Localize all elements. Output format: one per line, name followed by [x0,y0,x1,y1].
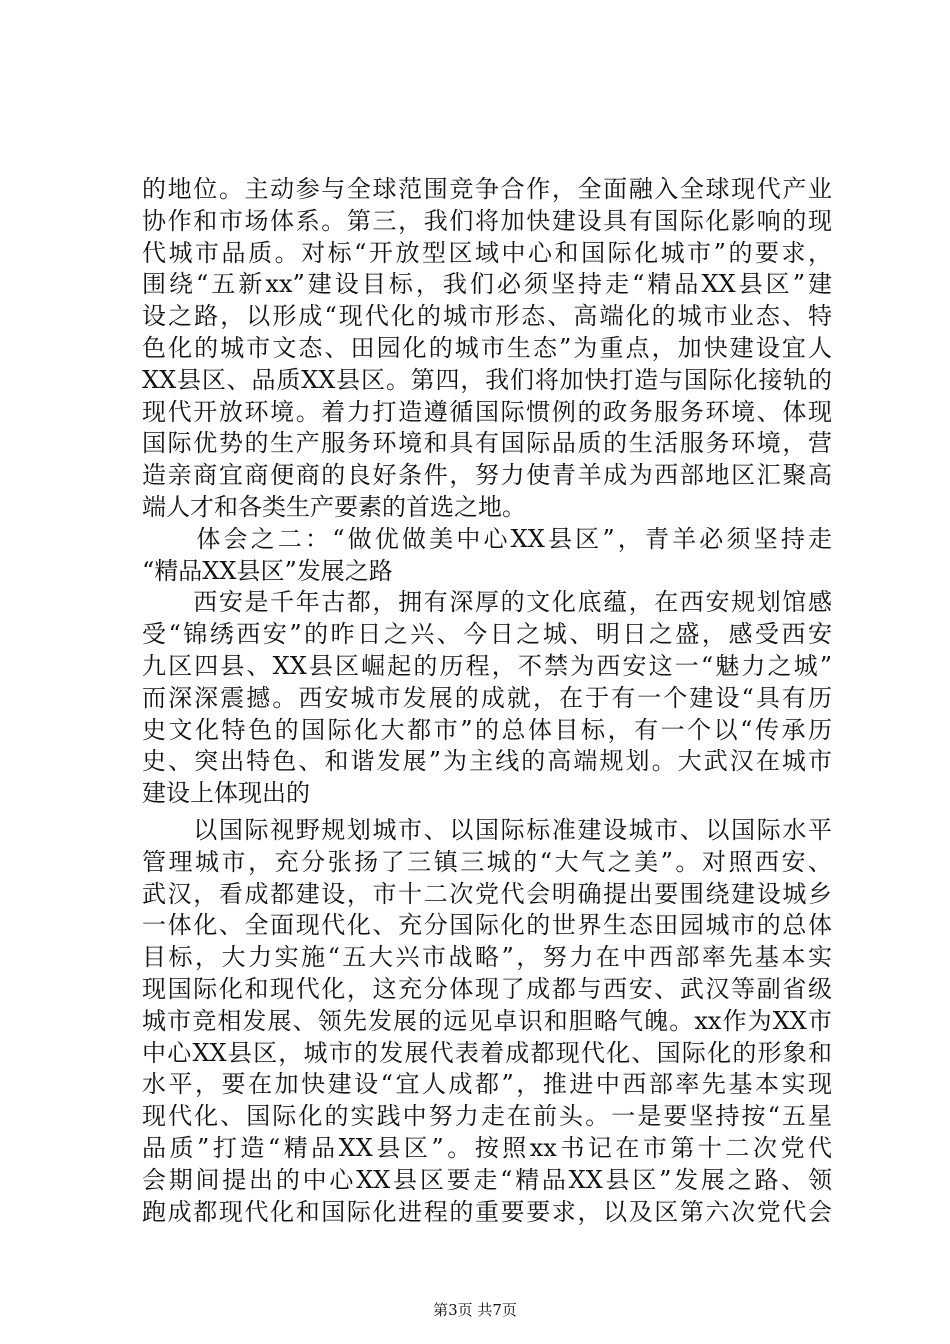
text-line: 受“锦绣西安”的昨日之兴、今日之城、明日之盛，感受西安 [142,620,832,649]
text-line: 协作和市场体系。第三，我们将加快建设具有国际化影响的现 [142,206,832,235]
text-line: 管理城市，充分张扬了三镇三城的“大气之美”。对照西安、 [142,847,832,876]
text-line: 一体化、全面现代化、充分国际化的世界生态田园城市的总体 [142,911,832,940]
text-line: 现代化、国际化的实践中努力走在前头。一是要坚持按“五星 [142,1102,832,1131]
text-line: 武汉，看成都建设，市十二次党代会明确提出要围绕建设城乡 [142,879,832,908]
text-line: 现国际化和现代化，这充分体现了成都与西安、武汉等副省级 [142,974,832,1003]
text-line: XX县区、品质XX县区。第四，我们将加快打造与国际化接轨的 [142,365,832,394]
text-line: 端人才和各类生产要素的首选之地。 [142,492,526,521]
text-line: 的地位。主动参与全球范围竞争合作，全面融入全球现代产业 [142,175,832,203]
text-line: 史、突出特色、和谐发展”为主线的高端规划。大武汉在城市 [142,747,832,776]
text-line: 体会之二：“做优做美中心XX县区”，青羊必须坚持走 [142,524,832,553]
text-line: 品质”打造“精品XX县区”。按照xx书记在市第十二次党代 [142,1133,832,1162]
text-line: 西安是千年古都，拥有深厚的文化底蕴，在西安规划馆感 [142,588,832,617]
text-line: 现代开放环境。着力打造遵循国际惯例的政务服务环境、体现 [142,397,832,426]
text-line: 设之路，以形成“现代化的城市形态、高端化的城市业态、特 [142,302,832,331]
text-line: 跑成都现代化和国际化进程的重要要求，以及区第六次党代会 [142,1197,832,1226]
document-body [142,174,832,1228]
text-line: 色化的城市文态、田园化的城市生态”为重点，加快建设宜人 [142,333,832,362]
text-line: 而深深震撼。西安城市发展的成就，在于有一个建设“具有历 [142,683,832,712]
text-line: 围绕“五新xx”建设目标，我们必须坚持走“精品XX县区”建 [142,270,832,299]
text-line: 中心XX县区，城市的发展代表着成都现代化、国际化的形象和 [142,1038,832,1067]
text-line: 以国际视野规划城市、以国际标准建设城市、以国际水平 [142,815,832,844]
page-footer: 第3页 共7页 [433,1301,517,1319]
text-line: 造亲商宜商便商的良好条件，努力使青羊成为西部地区汇聚高 [142,461,832,490]
text-line: 会期间提出的中心XX县区要走“精品XX县区”发展之路、领 [142,1165,832,1194]
text-line: 国际优势的生产服务环境和具有国际品质的生活服务环境，营 [142,429,832,458]
text-line: 建设上体现出的 [142,779,310,808]
text-line: 城市竞相发展、领先发展的远见卓识和胆略气魄。xx作为XX市 [142,1006,832,1035]
text-line: 目标，大力实施“五大兴市战略”，努力在中西部率先基本实 [142,943,832,972]
text-line: 史文化特色的国际化大都市”的总体目标，有一个以“传承历 [142,715,832,744]
text-line: 水平，要在加快建设“宜人成都”，推进中西部率先基本实现 [142,1070,832,1099]
text-line: 代城市品质。对标“开放型区域中心和国际化城市”的要求， [142,238,832,267]
text-line: 九区四县、XX县区崛起的历程，不禁为西安这一“魅力之城” [142,651,832,680]
text-line: “精品XX县区”发展之路 [142,556,393,585]
